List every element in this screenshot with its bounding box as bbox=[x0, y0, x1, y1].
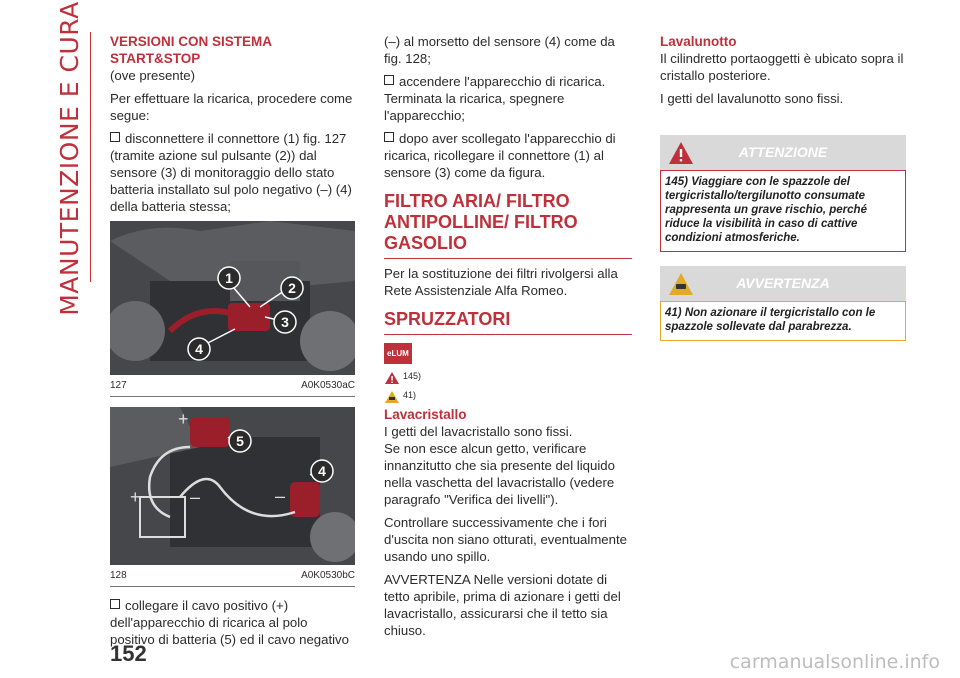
page-number: 152 bbox=[110, 641, 147, 666]
watermark: carmanualsonline.info bbox=[729, 651, 940, 673]
figure-127-caption bbox=[110, 375, 355, 397]
note-body: Non azionare il tergicristallo con le spazzole sollevate dal parabrezza. bbox=[665, 307, 876, 333]
intro-text: Per effettuare la ricarica, procedere come segue: bbox=[110, 91, 353, 123]
bullet-reconnect-text: dopo aver scollegato l'apparecchio di ricarica, ricollegare il connettore (1) al sensore (3) come da figura. bbox=[384, 131, 616, 180]
note-header bbox=[660, 266, 906, 301]
sprayers-section-title: SPRUZZATORI bbox=[384, 309, 632, 335]
bullet-switch-on bbox=[384, 73, 632, 124]
start-stop-heading: VERSIONI CON SISTEMA START&STOP bbox=[110, 34, 272, 66]
washer-p3: Controllare successivamente che i fori d'uscita non siano otturati, eventualmente usando uno spillo. bbox=[384, 515, 627, 564]
connect-cont: (–) al morsetto del sensore (4) come da fig. 128; bbox=[384, 34, 615, 66]
callout-3 bbox=[273, 310, 297, 338]
bullet-disconnect bbox=[110, 130, 355, 215]
figure-127-code: A0K0530aC bbox=[301, 380, 355, 391]
note-title: AVVERTENZA bbox=[736, 275, 830, 291]
callout-4-text: 4 bbox=[195, 341, 203, 357]
figure-128 bbox=[110, 407, 355, 565]
svg-text:–: – bbox=[190, 487, 201, 507]
warning-triangle-icon bbox=[384, 371, 400, 385]
elum-badge-icon: eLUM bbox=[384, 343, 412, 364]
callout-2-text: 2 bbox=[288, 280, 296, 296]
callout-1-text: 1 bbox=[225, 270, 233, 286]
ref-145: 145) bbox=[403, 371, 422, 381]
svg-text:–: – bbox=[275, 486, 286, 506]
note-text bbox=[665, 306, 901, 334]
figure-127 bbox=[110, 221, 355, 375]
note-box bbox=[660, 301, 906, 341]
windscreen-washer-heading: Lavacristallo bbox=[384, 407, 467, 422]
start-stop-heading-cont: (ove presente) bbox=[110, 68, 196, 83]
rear-washer-heading: Lavalunotto bbox=[660, 34, 737, 49]
filters-text: Per la sostituzione dei filtri rivolgersi alla Rete Assistenziale Alfa Romeo. bbox=[384, 266, 618, 298]
note-number: 41) bbox=[665, 307, 682, 319]
ref-note-row bbox=[384, 387, 632, 404]
warning-title: ATTENZIONE bbox=[738, 144, 828, 160]
washer-p1: I getti del lavacristallo sono fissi. bbox=[384, 424, 573, 439]
warning-header bbox=[660, 135, 906, 170]
warning-triangle-icon bbox=[668, 141, 694, 169]
battery-sensor-illustration bbox=[110, 221, 355, 375]
rear-washer-p1: Il cilindretto portaoggetti è ubicato sopra il cristallo posteriore. bbox=[660, 51, 904, 83]
side-chapter-label: MANUTENZIONE E CURA bbox=[54, 0, 84, 316]
figure-128-code: A0K0530bC bbox=[301, 570, 355, 581]
bullet-connect-text: collegare il cavo positivo (+) dell'apparecchio di ricarica al polo positivo di batteria (5) ed il cavo negativo bbox=[110, 598, 349, 647]
side-chapter-tab bbox=[52, 0, 86, 316]
washer-p4: AVVERTENZA Nelle versioni dotate di tetto apribile, prima di azionare i getti del lavacristallo, assicurarsi che il tetto sia chiuso. bbox=[384, 572, 621, 638]
figure-128-number: 128 bbox=[110, 570, 127, 581]
callout-1 bbox=[217, 266, 241, 294]
bullet-disconnect-text: disconnettere il connettore (1) fig. 127 (tramite azione sul pulsante (2)) dal sensore (3) di monitoraggio dello stato batteria installato sul polo negativo (–) (4) della batteria stessa; bbox=[110, 131, 352, 214]
ref-warning-row bbox=[384, 368, 632, 385]
figure-127-number: 127 bbox=[110, 380, 127, 391]
bullet-connect bbox=[110, 597, 355, 648]
callout-3-text: 3 bbox=[281, 314, 289, 330]
filters-section-title: FILTRO ARIA/ FILTRO ANTIPOLLINE/ FILTRO GASOLIO bbox=[384, 191, 632, 259]
callout-4 bbox=[187, 337, 211, 365]
warning-number: 145) bbox=[665, 176, 689, 188]
car-note-icon bbox=[384, 390, 400, 404]
callout-4b-text: 4 bbox=[318, 463, 326, 479]
figure-128-caption bbox=[110, 565, 355, 587]
ref-41: 41) bbox=[403, 390, 417, 400]
warning-box bbox=[660, 170, 906, 252]
column-1 bbox=[110, 33, 355, 654]
svg-text:+: + bbox=[178, 409, 189, 429]
rear-washer-p2: I getti del lavalunotto sono fissi. bbox=[660, 91, 844, 106]
callout-2 bbox=[280, 276, 304, 304]
warning-body: Viaggiare con le spazzole del tergicristallo/tergilunotto consumate rappresenta un grave rischio, perché riduce la visibilità in caso di cattive condizioni atmosferiche. bbox=[665, 176, 867, 244]
callout-4b bbox=[310, 459, 334, 487]
washer-p2: Se non esce alcun getto, verificare innanzitutto che sia presente del liquido nella vaschetta del lavacristallo (vedere paragrafo "Verifica dei livelli"). bbox=[384, 441, 615, 507]
bullet-switch-on-text: accendere l'apparecchio di ricarica. Terminata la ricarica, spegnere l'apparecchio; bbox=[384, 74, 606, 123]
bullet-reconnect bbox=[384, 130, 632, 181]
car-note-icon bbox=[668, 272, 694, 300]
svg-text:+: + bbox=[130, 487, 141, 507]
warning-text bbox=[665, 175, 901, 245]
side-divider bbox=[90, 32, 91, 282]
column-2 bbox=[384, 33, 632, 645]
callout-5-text: 5 bbox=[236, 433, 244, 449]
column-3 bbox=[660, 33, 906, 341]
callout-5 bbox=[228, 429, 252, 457]
